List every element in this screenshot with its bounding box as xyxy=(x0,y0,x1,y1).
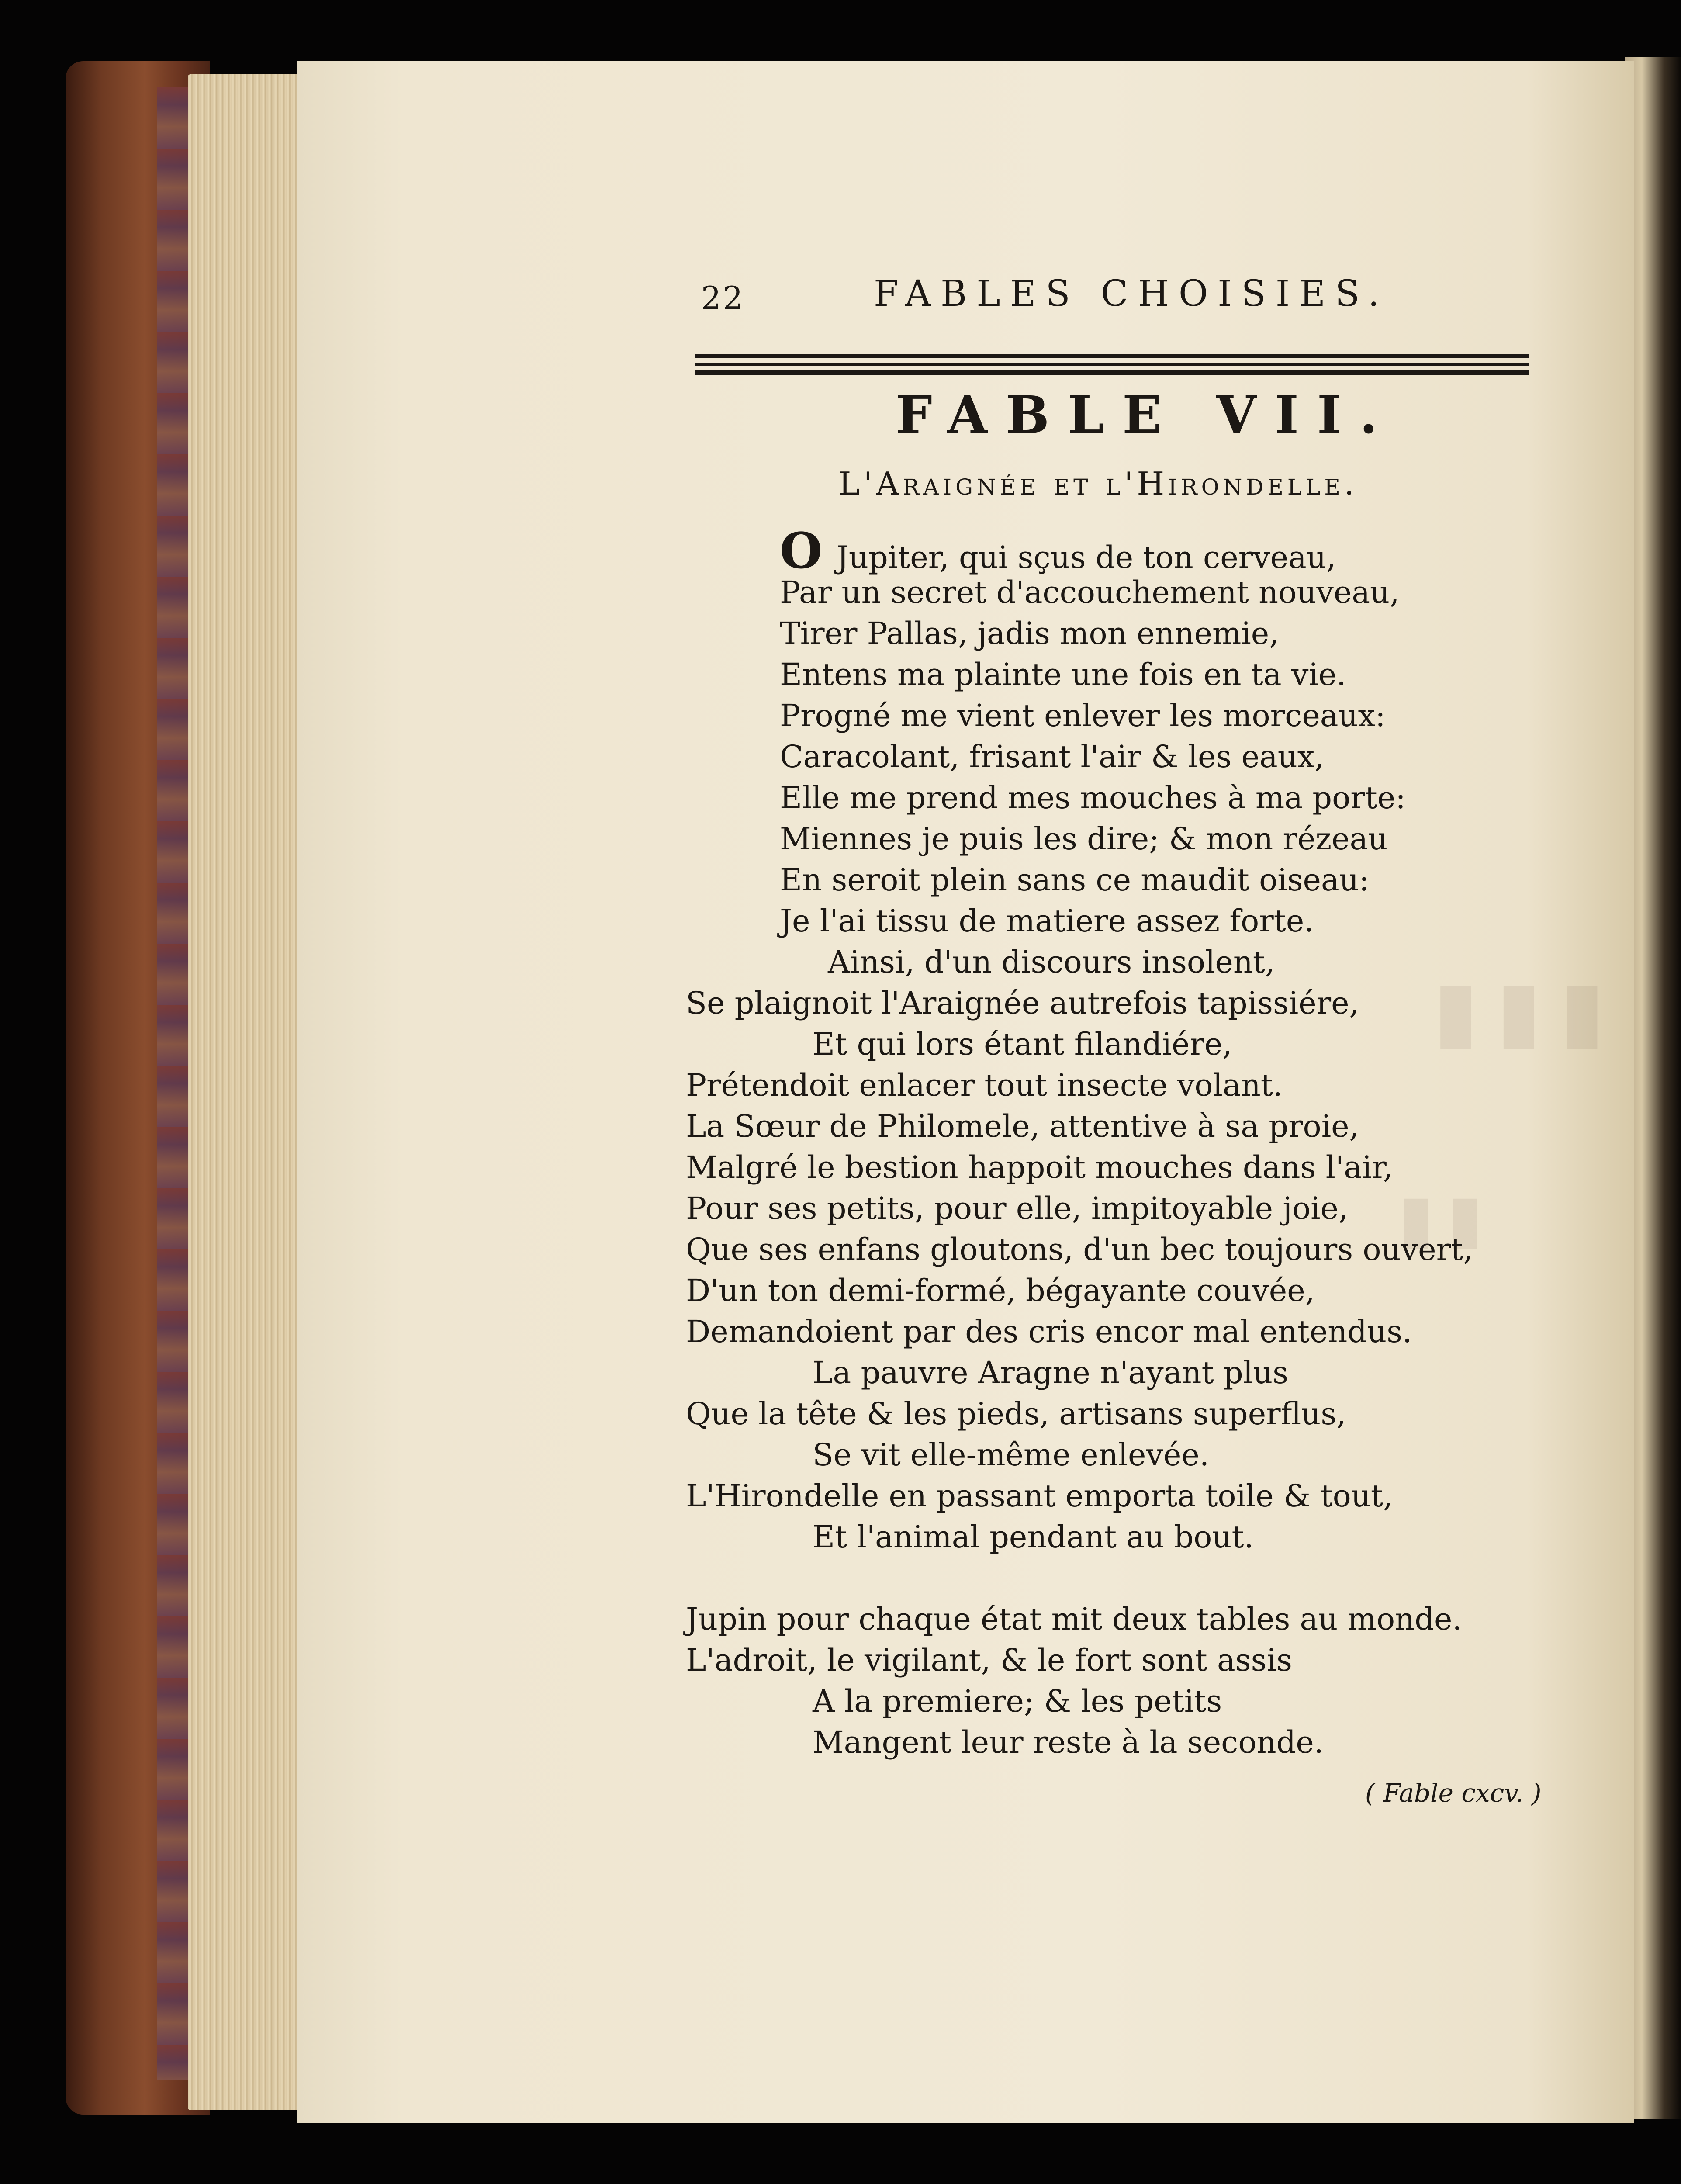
running-title: FABLES CHOISIES. xyxy=(874,273,1389,315)
poem-line: Tirer Pallas, jadis mon ennemie, xyxy=(780,616,1279,651)
poem-line: O Jupiter, qui sçus de ton cerveau, xyxy=(780,523,1336,580)
fable-title: FABLE VII. xyxy=(896,384,1396,445)
marbled-endpaper xyxy=(157,87,192,2080)
poem-line: Et l'animal pendant au bout. xyxy=(813,1519,1254,1555)
poem-line: Je l'ai tissu de matiere assez forte. xyxy=(780,903,1314,939)
header-rule xyxy=(695,363,1529,366)
poem-text xyxy=(686,523,1560,1763)
poem-line: La pauvre Aragne n'ayant plus xyxy=(813,1355,1289,1391)
source-note: ( Fable cxcv. ) xyxy=(1365,1778,1542,1808)
poem-line: Caracolant, frisant l'air & les eaux, xyxy=(780,739,1325,775)
poem-line: Prétendoit enlacer tout insecte volant. xyxy=(686,1067,1283,1103)
show-through-mark: ▮▮ xyxy=(1398,1180,1497,1256)
poem-line: Que la tête & les pieds, artisans superflus, xyxy=(686,1396,1346,1432)
poem-line: Entens ma plainte une fois en ta vie. xyxy=(780,657,1346,692)
show-through-mark: ▮▮▮ xyxy=(1433,961,1622,1059)
moral-line: Mangent leur reste à la seconde. xyxy=(813,1724,1324,1760)
poem-line: Elle me prend mes mouches à ma porte: xyxy=(780,780,1406,816)
poem-line: Ainsi, d'un discours insolent, xyxy=(828,944,1275,980)
poem-line: En seroit plein sans ce maudit oiseau: xyxy=(780,862,1370,898)
poem-line: Que ses enfans gloutons, d'un bec toujours ouvert, xyxy=(686,1232,1473,1267)
moral-line: A la premiere; & les petits xyxy=(813,1683,1222,1719)
poem-line: Et qui lors étant filandiére, xyxy=(813,1026,1232,1062)
fable-subtitle: L'Araignée et l'Hirondelle. xyxy=(839,465,1358,502)
poem-line: La Sœur de Philomele, attentive à sa proie, xyxy=(686,1108,1359,1144)
poem-line: D'un ton demi-formé, bégayante couvée, xyxy=(686,1273,1315,1308)
page-edges xyxy=(188,74,301,2110)
poem-line: Progné me vient enlever les morceaux: xyxy=(780,698,1386,734)
poem-line: Par un secret d'accouchement nouveau, xyxy=(780,575,1400,610)
poem-line: L'Hirondelle en passant emporta toile & tout, xyxy=(686,1478,1393,1514)
moral-line: L'adroit, le vigilant, & le fort sont assis xyxy=(686,1642,1292,1678)
poem-line: Miennes je puis les dire; & mon rézeau xyxy=(780,821,1388,857)
poem-line: Se vit elle-même enlevée. xyxy=(813,1437,1210,1473)
header-rule xyxy=(695,354,1529,358)
poem-line: Demandoient par des cris encor mal entendus. xyxy=(686,1314,1412,1350)
header-rule xyxy=(695,370,1529,375)
page-number: 22 xyxy=(701,280,745,316)
stanza-gap xyxy=(686,1558,1560,1599)
poem-line: Se plaignoit l'Araignée autrefois tapissiére, xyxy=(686,985,1359,1021)
moral-line: Jupin pour chaque état mit deux tables au monde. xyxy=(686,1601,1462,1637)
poem-line: Malgré le bestion happoit mouches dans l'air, xyxy=(686,1149,1393,1185)
poem-line: Pour ses petits, pour elle, impitoyable joie, xyxy=(686,1191,1349,1226)
drop-cap: O xyxy=(780,523,823,580)
